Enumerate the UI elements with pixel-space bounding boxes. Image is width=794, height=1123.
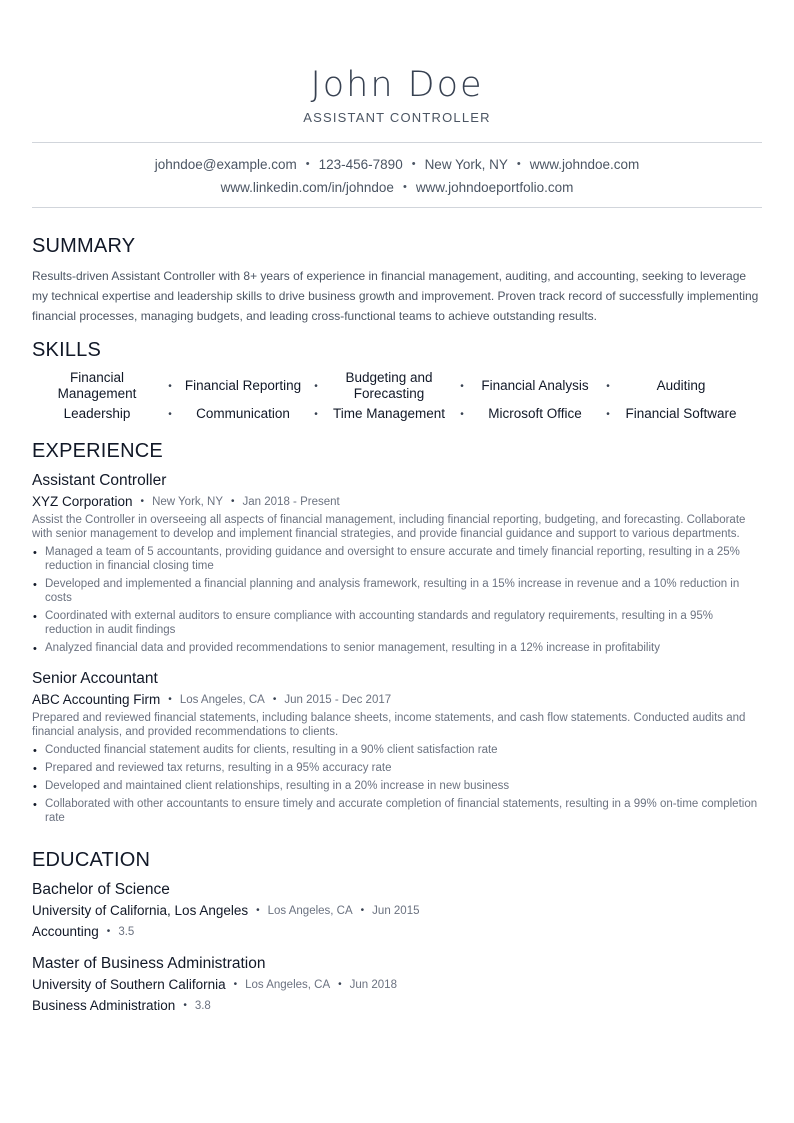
skill-item: Microsoft Office — [488, 406, 582, 421]
contact-email[interactable]: johndoe@example.com — [154, 157, 297, 172]
degree-school-meta — [32, 975, 762, 995]
separator-dot: • — [360, 905, 365, 916]
skill-item: Financial Software — [625, 406, 737, 421]
separator-dot: • — [106, 926, 111, 937]
skill-item: Communication — [196, 406, 290, 421]
job-role: Senior Accountant — [32, 670, 158, 687]
degree-school: University of California, Los Angeles — [32, 903, 249, 918]
separator-dot: • — [411, 158, 416, 170]
job-location: Los Angeles, CA — [179, 694, 265, 706]
achievement-item: • Conducted financial statement audits for clients, resulting in a 90% client satisfaction rate — [32, 743, 762, 757]
degree-gpa: 3.8 — [194, 1000, 211, 1012]
contact-portfolio[interactable]: www.johndoeportfolio.com — [415, 180, 574, 195]
job-meta — [32, 494, 762, 510]
job-achievements — [32, 743, 762, 825]
job-dates: Jan 2018 - Present — [242, 496, 340, 508]
job-achievements — [32, 545, 762, 655]
contact-divider — [32, 207, 762, 208]
experience-section — [32, 439, 762, 825]
separator-dot: • — [168, 380, 172, 392]
job-location: New York, NY — [152, 496, 224, 508]
contact-info — [32, 143, 762, 207]
achievement-item: • Prepared and reviewed tax returns, resulting in a 95% accuracy rate — [32, 761, 762, 775]
skill-item: Financial Management — [57, 370, 137, 401]
separator-dot: • — [140, 496, 145, 507]
contact-phone[interactable]: 123-456-7890 — [318, 157, 403, 172]
skill-item: Budgeting and Forecasting — [345, 370, 433, 401]
separator-dot: • — [168, 408, 172, 420]
separator-dot: • — [606, 380, 610, 392]
degree-title: Bachelor of Science — [32, 881, 170, 898]
degree-school: University of Southern California — [32, 977, 226, 992]
summary-heading: SUMMARY — [32, 235, 136, 257]
summary-section — [32, 234, 762, 326]
degree-entry — [32, 880, 762, 942]
separator-dot: • — [231, 496, 235, 507]
achievement-item: • Analyzed financial data and provided recommendations to senior management, resulting in a 12% increase in profitability — [32, 641, 762, 655]
experience-heading: EXPERIENCE — [32, 440, 163, 462]
skill-item: Time Management — [332, 406, 446, 421]
contact-linkedin[interactable]: www.linkedin.com/in/johndoe — [220, 180, 394, 195]
degree-school-meta — [32, 901, 762, 921]
degree-title: Master of Business Administration — [32, 955, 266, 972]
separator-dot: • — [460, 380, 464, 392]
job-description: Assist the Controller in overseeing all aspects of financial management, including financial reporting, budgeting, and forecasting. Collaborate with senior management to develop and implement financial strategies, and provide financial guidance and support to various departments. — [32, 514, 746, 540]
achievement-item: • Collaborated with other accountants to ensure timely and accurate completion of financial statements, resulting in a 99% on-time completion rate — [32, 797, 762, 825]
separator-dot: • — [272, 694, 277, 705]
job-description: Prepared and reviewed financial statements, including balance sheets, income statements, and cash flow statements. Conducted audits and financial analysis, and provided recommendations to clients. — [32, 712, 746, 738]
degree-field: Business Administration — [32, 998, 176, 1013]
skill-item: Leadership — [63, 406, 131, 421]
degree-location: Los Angeles, CA — [267, 905, 353, 917]
separator-dot: • — [402, 181, 407, 193]
separator-dot: • — [338, 979, 342, 990]
degree-field-meta — [32, 996, 762, 1016]
achievement-item: • Coordinated with external auditors to ensure compliance with accounting standards and regulatory requirements, resulting in a 95% reduction in audit findings — [32, 609, 762, 637]
job-company: ABC Accounting Firm — [32, 692, 161, 707]
job-meta — [32, 692, 762, 708]
job-title: ASSISTANT CONTROLLER — [303, 110, 491, 125]
separator-dot: • — [168, 694, 172, 705]
contact-location: New York, NY — [424, 157, 508, 172]
job-dates: Jun 2015 - Dec 2017 — [284, 694, 392, 706]
skill-item: Financial Analysis — [481, 378, 589, 393]
separator-dot: • — [314, 380, 318, 392]
separator-dot: • — [606, 408, 610, 420]
skills-grid — [32, 370, 762, 422]
achievement-item: • Developed and implemented a financial planning and analysis framework, resulting in a 15% increase in revenue and a 10% reduction in costs — [32, 577, 762, 605]
skill-item: Financial Reporting — [184, 378, 302, 393]
separator-dot: • — [256, 905, 260, 916]
achievement-item: • Managed a team of 5 accountants, providing guidance and oversight to ensure accurate and timely financial reporting, resulting in a 25% reduction in financial closing time — [32, 545, 762, 573]
separator-dot: • — [305, 158, 310, 170]
degree-date: Jun 2015 — [372, 905, 420, 917]
job-entry — [32, 471, 762, 655]
degree-field-meta — [32, 922, 762, 942]
education-section — [32, 848, 762, 1016]
degree-field: Accounting — [32, 924, 99, 939]
degree-gpa: 3.5 — [118, 926, 135, 938]
achievement-item: • Developed and maintained client relationships, resulting in a 20% increase in new business — [32, 779, 762, 793]
skills-heading: SKILLS — [32, 339, 102, 361]
candidate-name: John Doe — [310, 65, 484, 105]
separator-dot: • — [314, 408, 318, 420]
education-heading: EDUCATION — [32, 849, 151, 871]
skill-item: Auditing — [656, 378, 706, 393]
separator-dot: • — [183, 1000, 187, 1011]
degree-date: Jun 2018 — [349, 979, 397, 991]
separator-dot: • — [460, 408, 464, 420]
degree-entry — [32, 954, 762, 1016]
job-company: XYZ Corporation — [32, 494, 133, 509]
summary-text: Results-driven Assistant Controller with 8+ years of experience in financial management, auditing, and accounting, seeking to leverage my technical expertise and leadership skills to drive business growth and improvement. Proven track record of successfully implementing financial processes, managing budgets, and leading cross-functional teams to achieve outstanding results. — [32, 269, 759, 323]
degree-location: Los Angeles, CA — [245, 979, 331, 991]
skills-section — [32, 338, 762, 422]
job-entry — [32, 669, 762, 825]
contact-website[interactable]: www.johndoe.com — [529, 157, 640, 172]
job-role: Assistant Controller — [32, 472, 167, 489]
separator-dot: • — [233, 979, 238, 990]
separator-dot: • — [516, 158, 521, 170]
